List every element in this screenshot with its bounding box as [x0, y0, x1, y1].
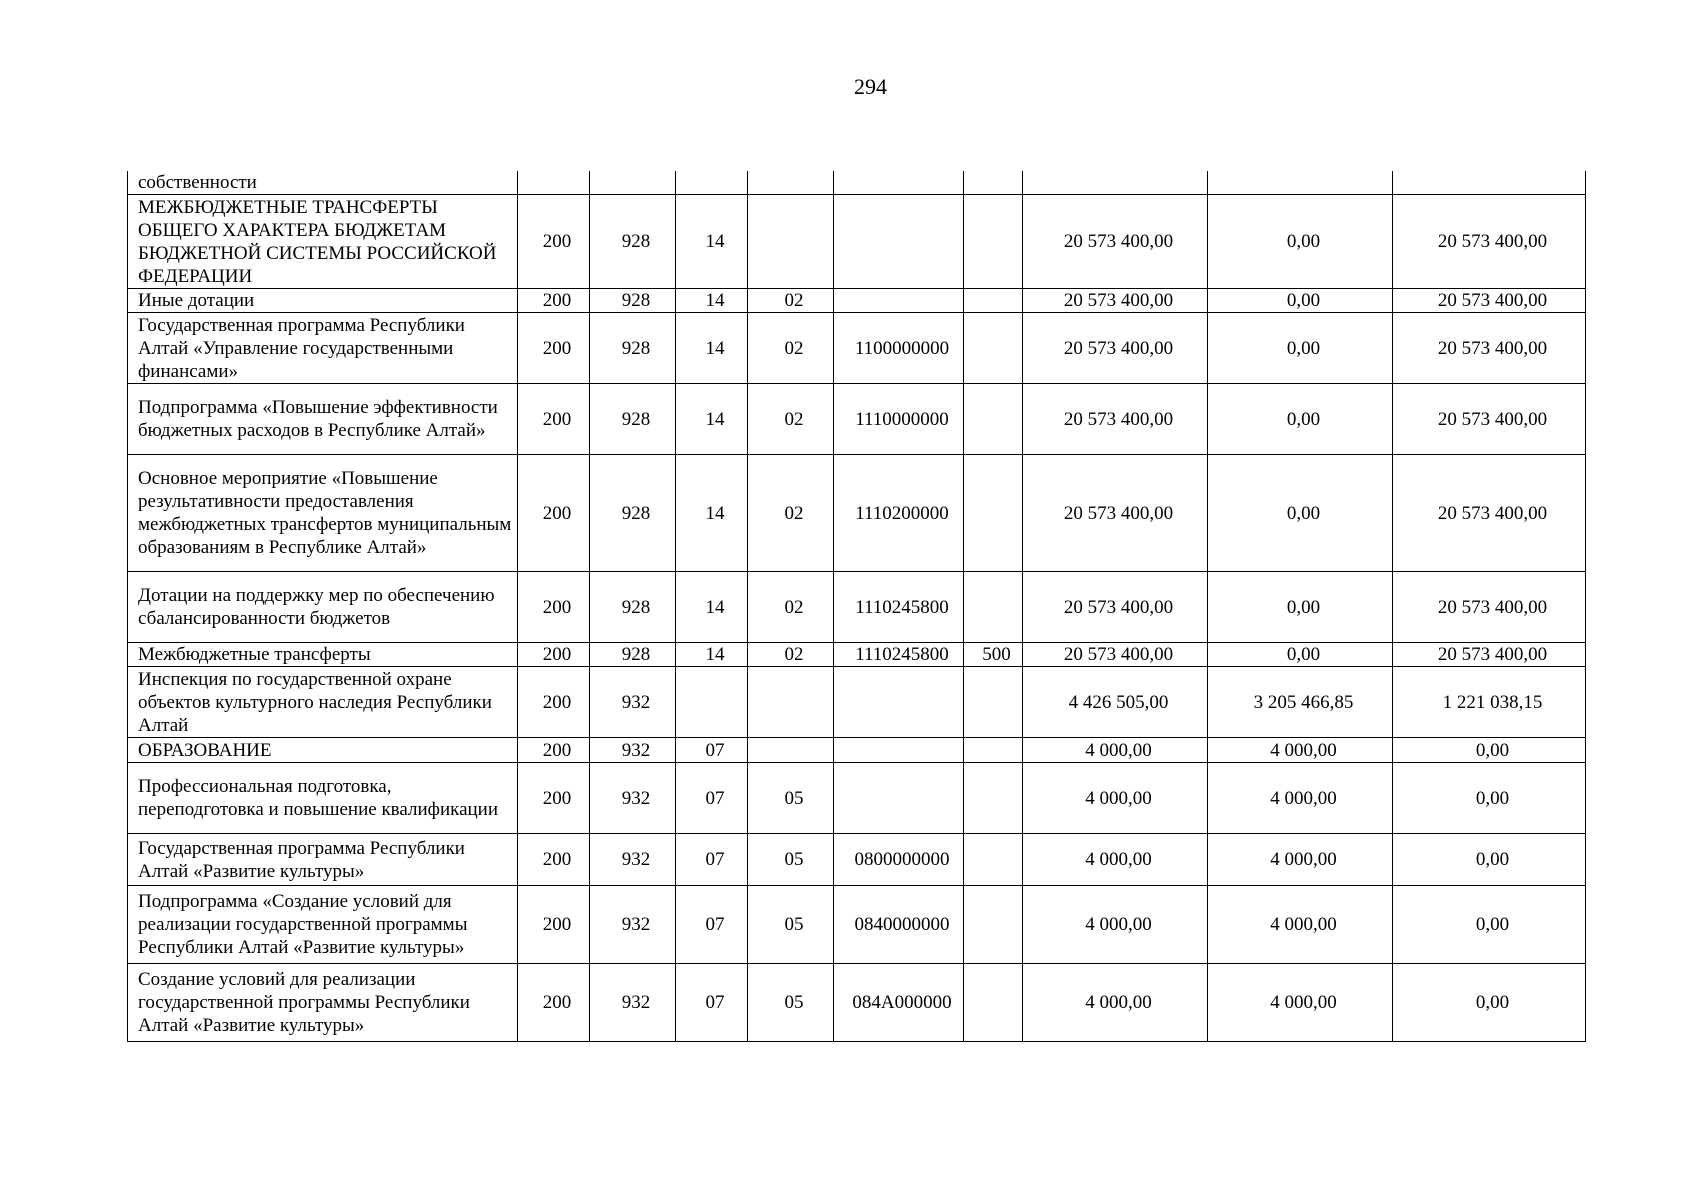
row-name-cell: Межбюджетные трансферты — [128, 643, 518, 667]
amount-total-cell: 4 000,00 — [1023, 964, 1208, 1042]
ministry-code-cell: 928 — [590, 289, 676, 313]
section-code-cell: 14 — [676, 384, 748, 455]
row-name-cell: Инспекция по государственной охране объектов культурного наследия Республики Алтай — [128, 667, 518, 738]
amount-regional-cell: 20 573 400,00 — [1393, 313, 1586, 384]
amount-regional-cell: 20 573 400,00 — [1393, 455, 1586, 572]
subsection-code-cell: 05 — [748, 886, 834, 964]
expense-type-code-cell: 500 — [964, 643, 1023, 667]
amount-regional-cell: 0,00 — [1393, 964, 1586, 1042]
ministry-code-cell: 928 — [590, 384, 676, 455]
amount-federal-cell: 3 205 466,85 — [1208, 667, 1393, 738]
subsection-code-cell: 02 — [748, 455, 834, 572]
row-name-cell: Дотации на поддержку мер по обеспечению сбалансированности бюджетов — [128, 572, 518, 643]
amount-federal-cell: 0,00 — [1208, 384, 1393, 455]
amount-total-cell: 20 573 400,00 — [1023, 643, 1208, 667]
amount-total-cell: 20 573 400,00 — [1023, 455, 1208, 572]
subsection-code-cell: 02 — [748, 572, 834, 643]
amount-total-cell: 4 000,00 — [1023, 763, 1208, 834]
budget-code-cell: 200 — [518, 667, 590, 738]
target-code-cell — [834, 171, 964, 195]
expense-type-code-cell — [964, 964, 1023, 1042]
amount-total-cell: 4 000,00 — [1023, 886, 1208, 964]
target-code-cell — [834, 667, 964, 738]
section-code-cell: 07 — [676, 738, 748, 763]
row-name-cell: собственности — [128, 171, 518, 195]
amount-federal-cell: 0,00 — [1208, 195, 1393, 289]
budget-code-cell: 200 — [518, 289, 590, 313]
subsection-code-cell: 02 — [748, 643, 834, 667]
section-code-cell: 14 — [676, 572, 748, 643]
expense-type-code-cell — [964, 289, 1023, 313]
target-code-cell — [834, 763, 964, 834]
row-name-cell: Основное мероприятие «Повышение результативности предоставления межбюджетных трансфертов муниципальным образованиям в Республике Алтай» — [128, 455, 518, 572]
subsection-code-cell: 05 — [748, 763, 834, 834]
amount-federal-cell: 4 000,00 — [1208, 886, 1393, 964]
ministry-code-cell: 928 — [590, 195, 676, 289]
amount-federal-cell: 0,00 — [1208, 313, 1393, 384]
budget-code-cell: 200 — [518, 964, 590, 1042]
expense-type-code-cell — [964, 763, 1023, 834]
subsection-code-cell: 05 — [748, 834, 834, 886]
ministry-code-cell — [590, 171, 676, 195]
target-code-cell — [834, 289, 964, 313]
amount-total-cell: 20 573 400,00 — [1023, 384, 1208, 455]
budget-code-cell: 200 — [518, 738, 590, 763]
amount-federal-cell: 0,00 — [1208, 455, 1393, 572]
row-name-cell: Подпрограмма «Повышение эффективности бюджетных расходов в Республике Алтай» — [128, 384, 518, 455]
table-row — [128, 964, 1586, 1042]
expense-type-code-cell — [964, 738, 1023, 763]
row-name-cell: Подпрограмма «Создание условий для реализации государственной программы Республики Алтай «Развитие культуры» — [128, 886, 518, 964]
expense-type-code-cell — [964, 455, 1023, 572]
table-row — [128, 886, 1586, 964]
subsection-code-cell: 02 — [748, 313, 834, 384]
target-code-cell: 0800000000 — [834, 834, 964, 886]
budget-code-cell: 200 — [518, 834, 590, 886]
table-body — [128, 171, 1586, 1042]
row-name-cell: Иные дотации — [128, 289, 518, 313]
section-code-cell — [676, 171, 748, 195]
row-name-cell: Профессиональная подготовка, переподготовка и повышение квалификации — [128, 763, 518, 834]
ministry-code-cell: 928 — [590, 643, 676, 667]
row-name-cell: Государственная программа Республики Алтай «Развитие культуры» — [128, 834, 518, 886]
amount-regional-cell: 20 573 400,00 — [1393, 289, 1586, 313]
budget-code-cell: 200 — [518, 643, 590, 667]
section-code-cell: 07 — [676, 964, 748, 1042]
amount-total-cell — [1023, 171, 1208, 195]
amount-regional-cell: 20 573 400,00 — [1393, 384, 1586, 455]
expense-type-code-cell — [964, 313, 1023, 384]
section-code-cell: 14 — [676, 455, 748, 572]
amount-federal-cell: 4 000,00 — [1208, 738, 1393, 763]
amount-regional-cell: 20 573 400,00 — [1393, 572, 1586, 643]
budget-table — [127, 171, 1586, 1042]
expense-type-code-cell — [964, 886, 1023, 964]
ministry-code-cell: 932 — [590, 667, 676, 738]
target-code-cell: 1110000000 — [834, 384, 964, 455]
amount-regional-cell — [1393, 171, 1586, 195]
amount-total-cell: 4 426 505,00 — [1023, 667, 1208, 738]
ministry-code-cell: 932 — [590, 964, 676, 1042]
section-code-cell: 14 — [676, 289, 748, 313]
page-number: 294 — [854, 74, 887, 99]
table-row — [128, 643, 1586, 667]
budget-code-cell: 200 — [518, 455, 590, 572]
target-code-cell — [834, 738, 964, 763]
target-code-cell: 1110245800 — [834, 643, 964, 667]
expense-type-code-cell — [964, 572, 1023, 643]
table-row — [128, 384, 1586, 455]
subsection-code-cell: 02 — [748, 289, 834, 313]
amount-total-cell: 20 573 400,00 — [1023, 195, 1208, 289]
budget-code-cell: 200 — [518, 195, 590, 289]
amount-total-cell: 4 000,00 — [1023, 834, 1208, 886]
budget-code-cell — [518, 171, 590, 195]
row-name-cell: ОБРАЗОВАНИЕ — [128, 738, 518, 763]
amount-total-cell: 20 573 400,00 — [1023, 572, 1208, 643]
subsection-code-cell: 05 — [748, 964, 834, 1042]
amount-total-cell: 20 573 400,00 — [1023, 289, 1208, 313]
ministry-code-cell: 932 — [590, 834, 676, 886]
subsection-code-cell: 02 — [748, 384, 834, 455]
section-code-cell: 14 — [676, 195, 748, 289]
amount-regional-cell: 0,00 — [1393, 886, 1586, 964]
row-name-cell: МЕЖБЮДЖЕТНЫЕ ТРАНСФЕРТЫ ОБЩЕГО ХАРАКТЕРА БЮДЖЕТАМ БЮДЖЕТНОЙ СИСТЕМЫ РОССИЙСКОЙ ФЕДЕРАЦИИ — [128, 195, 518, 289]
target-code-cell: 1110245800 — [834, 572, 964, 643]
table-row — [128, 171, 1586, 195]
target-code-cell: 084А000000 — [834, 964, 964, 1042]
amount-regional-cell: 20 573 400,00 — [1393, 643, 1586, 667]
table-row — [128, 313, 1586, 384]
section-code-cell — [676, 667, 748, 738]
amount-regional-cell: 0,00 — [1393, 834, 1586, 886]
amount-federal-cell: 0,00 — [1208, 643, 1393, 667]
amount-total-cell: 20 573 400,00 — [1023, 313, 1208, 384]
amount-regional-cell: 1 221 038,15 — [1393, 667, 1586, 738]
amount-federal-cell: 0,00 — [1208, 289, 1393, 313]
amount-federal-cell: 0,00 — [1208, 572, 1393, 643]
subsection-code-cell — [748, 171, 834, 195]
budget-code-cell: 200 — [518, 763, 590, 834]
ministry-code-cell: 928 — [590, 455, 676, 572]
table-row — [128, 455, 1586, 572]
table-row — [128, 738, 1586, 763]
section-code-cell: 07 — [676, 886, 748, 964]
amount-federal-cell: 4 000,00 — [1208, 763, 1393, 834]
expense-type-code-cell — [964, 384, 1023, 455]
subsection-code-cell — [748, 195, 834, 289]
target-code-cell: 1100000000 — [834, 313, 964, 384]
table-row — [128, 289, 1586, 313]
budget-code-cell: 200 — [518, 384, 590, 455]
amount-regional-cell: 0,00 — [1393, 738, 1586, 763]
subsection-code-cell — [748, 738, 834, 763]
ministry-code-cell: 932 — [590, 738, 676, 763]
table-row — [128, 834, 1586, 886]
ministry-code-cell: 928 — [590, 572, 676, 643]
ministry-code-cell: 928 — [590, 313, 676, 384]
budget-code-cell: 200 — [518, 572, 590, 643]
target-code-cell — [834, 195, 964, 289]
section-code-cell: 14 — [676, 313, 748, 384]
amount-regional-cell: 20 573 400,00 — [1393, 195, 1586, 289]
budget-code-cell: 200 — [518, 886, 590, 964]
expense-type-code-cell — [964, 195, 1023, 289]
row-name-cell: Создание условий для реализации государственной программы Республики Алтай «Развитие культуры» — [128, 964, 518, 1042]
amount-federal-cell: 4 000,00 — [1208, 834, 1393, 886]
expense-type-code-cell — [964, 667, 1023, 738]
table-row — [128, 667, 1586, 738]
target-code-cell: 0840000000 — [834, 886, 964, 964]
budget-code-cell: 200 — [518, 313, 590, 384]
table-row — [128, 195, 1586, 289]
subsection-code-cell — [748, 667, 834, 738]
expense-type-code-cell — [964, 171, 1023, 195]
amount-federal-cell: 4 000,00 — [1208, 964, 1393, 1042]
table-row — [128, 763, 1586, 834]
table-row — [128, 572, 1586, 643]
amount-total-cell: 4 000,00 — [1023, 738, 1208, 763]
ministry-code-cell: 932 — [590, 886, 676, 964]
section-code-cell: 14 — [676, 643, 748, 667]
ministry-code-cell: 932 — [590, 763, 676, 834]
amount-regional-cell: 0,00 — [1393, 763, 1586, 834]
section-code-cell: 07 — [676, 834, 748, 886]
row-name-cell: Государственная программа Республики Алтай «Управление государственными финансами» — [128, 313, 518, 384]
expense-type-code-cell — [964, 834, 1023, 886]
amount-federal-cell — [1208, 171, 1393, 195]
section-code-cell: 07 — [676, 763, 748, 834]
target-code-cell: 1110200000 — [834, 455, 964, 572]
